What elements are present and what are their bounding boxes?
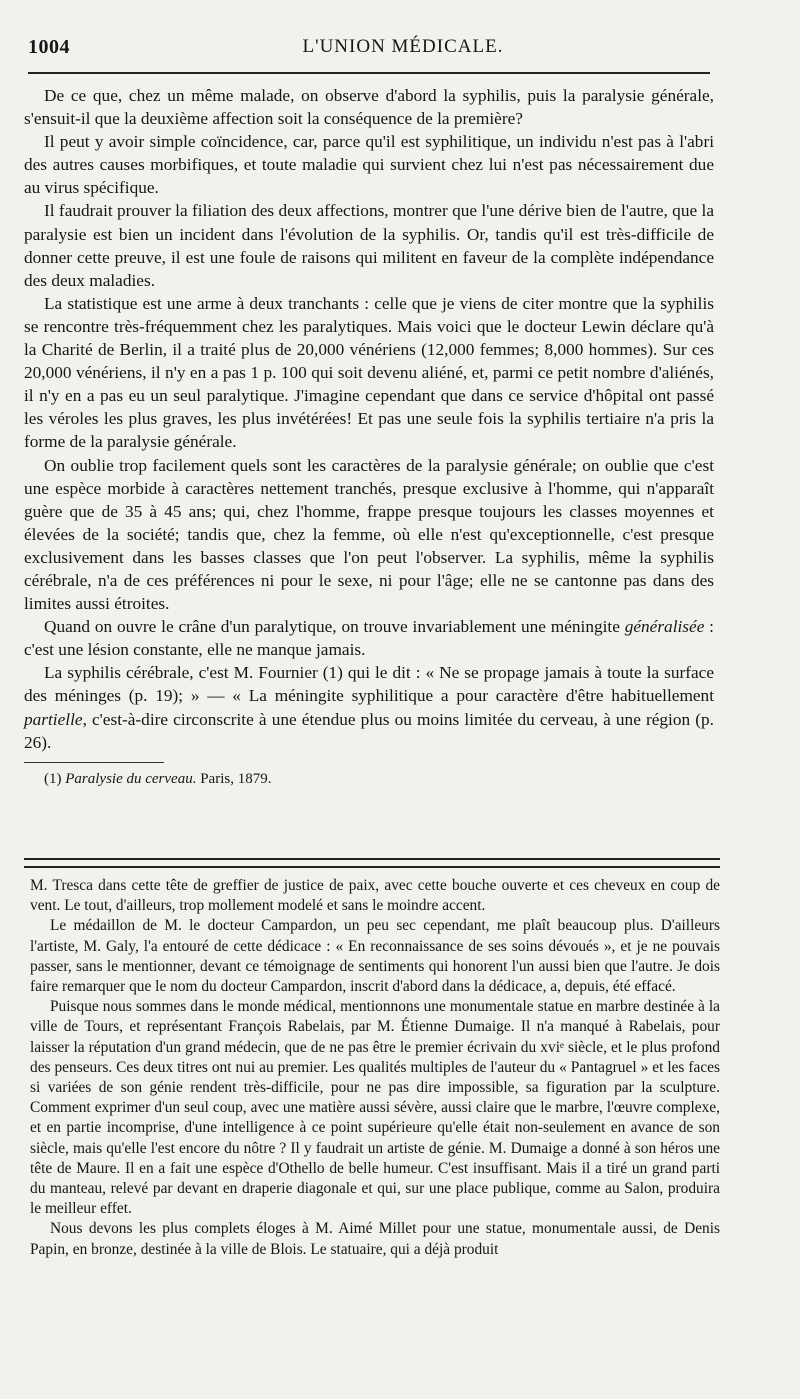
feuilleton-separator	[24, 858, 720, 868]
article-paragraph	[24, 661, 714, 753]
article-paragraph: De ce que, chez un même malade, on observe d'abord la syphilis, puis la paralysie générale, s'ensuit-il que la deuxième affection soit la conséquence de la première?	[24, 86, 714, 129]
feuilleton-body	[30, 876, 720, 1260]
article-paragraph: Il faudrait prouver la filiation des deux affections, montrer que l'une dérive bien de l'autre, que la paralysie est bien un incident dans l'évolution de la syphilis. Or, tandis qu'il est très-difficile de donner cette preuve, il est une foule de raisons qui militent en faveur de la complète indépendance des deux maladies.	[24, 201, 714, 290]
running-title: L'UNION MÉDICALE.	[302, 36, 504, 57]
page-header	[28, 34, 708, 62]
text-run: : c'est une lésion constante, elle ne manque jamais.	[24, 617, 714, 660]
footnote-title: Paralysie du cerveau.	[65, 770, 197, 787]
feuilleton-paragraph: M. Tresca dans cette tête de greffier de justice de paix, avec cette bouche ouverte et ces cheveux en coup de vent. Le tout, d'ailleurs, trop mollement modelé et sans le moindre accent.	[30, 877, 720, 915]
article-paragraph: Il peut y avoir simple coïncidence, car, parce qu'il est syphilitique, un individu n'est pas à l'abri des autres causes morbifiques, et toute maladie qui survient chez lui n'est pas nécessairement due au virus spécifique.	[24, 132, 714, 198]
footnote-text: Paris, 1879.	[200, 770, 272, 787]
text-run: La syphilis cérébrale, c'est M. Fournier (1) qui le dit : « Ne se propage jamais à toute la surface des méninges (p. 19); » — « La méningite syphilitique a pour caractère d'être habituellement	[24, 663, 714, 706]
italic-term: généralisée	[624, 617, 705, 637]
article-paragraph: La statistique est une arme à deux tranchants : celle que je viens de citer montre que la syphilis se rencontre très-fréquemment chez les paralytiques. Mais voici que le docteur Lewin déclare qu'à la Charité de Berlin, il a traité plus de 20,000 vénériens (12,000 femmes; 8,000 hommes). Sur ces 20,000 vénériens, il n'y en a pas 1 p. 100 qui soit devenu aliéné, et, parmi ce petit nombre d'aliénés, il n'y en a pas eu un seul paralytique. J'imagine cependant que dans ce service d'hôpital ont passé les véroles les plus graves, les plus invétérées! Et pas une seule fois la syphilis tertiaire n'a pris la forme de la paralysie générale.	[24, 293, 714, 452]
footnote-marker: (1)	[44, 770, 62, 787]
article-paragraph	[24, 615, 714, 661]
article-paragraph: On oublie trop facilement quels sont les caractères de la paralysie générale; on oublie que c'est une espèce morbide à caractères nettement tranchés, presque exclusive à l'homme, qui n'apparaît guère que de 35 à 45 ans; qui, chez l'homme, frappe presque toujours les classes moyennes et élevées de la société; tandis que, chez la femme, où elle n'est qu'exceptionnelle, c'est presque exclusivement dans les basses classes que l'on peut l'observer. La syphilis, même la syphilis cérébrale, n'a de ces préférences ni pour le sexe, ni pour l'âge; elle ne se cantonne pas dans des limites aussi étroites.	[24, 455, 714, 614]
feuilleton-paragraph: Nous devons les plus complets éloges à M. Aimé Millet pour une statue, monumentale aussi, de Denis Papin, en bronze, destinée à la ville de Blois. Le statuaire, qui a déjà produit	[30, 1220, 720, 1258]
footnote-rule	[24, 762, 164, 763]
header-rule	[28, 72, 710, 74]
footnote	[24, 769, 714, 789]
text-run: Quand on ouvre le crâne d'un paralytique, on trouve invariablement une méningite	[44, 617, 625, 637]
page-number: 1004	[28, 36, 70, 58]
feuilleton-paragraph: Puisque nous sommes dans le monde médical, mentionnons une monumentale statue en marbre destinée à la ville de Tours, et représentant François Rabelais, par M. Étienne Dumaige. Il n'a manqué à Rabelais, pour laisser la réputation d'un grand médecin, que de ne pas être le premier écrivain du xviᵉ siècle, et le plus profond des penseurs. Ces deux titres ont nui au premier. Les qualités multiples de l'auteur du « Pantagruel » et les faces si variées de son génie rendent très-difficile, pour ne pas dire impossible, sa figuration par la sculpture. Comment exprimer d'un seul coup, avec une matière aussi sévère, aussi claire que le marbre, l'œuvre complexe, et en partie incomprise, d'une intelligence à ce point supérieure qu'elle était non-seulement en avance de son siècle, mais qu'elle l'est encore du nôtre ? Il y faudrait un artiste de génie. M. Dumaige a donné à son héros une tête de Maure. Il en a fait une espèce d'Othello de belle humeur. C'est insuffisant. Mais il a tiré un grand parti du manteau, relevé par devant en draperie diagonale et qui, sur une place publique, comme au Salon, produira le meilleur effet.	[30, 998, 720, 1218]
text-run: , c'est-à-dire circonscrite à une étendue plus ou moins limitée du cerveau, à une région (p. 26).	[24, 709, 714, 752]
feuilleton-paragraph: Le médaillon de M. le docteur Campardon, un peu sec cependant, me plaît beaucoup plus. D'ailleurs l'artiste, M. Galy, l'a entouré de cette dédicace : « En reconnaissance de ses soins dévoués », et je ne pouvais passer, sans le mentionner, devant ce témoignage de sentiments qui honorent l'un aussi bien que l'autre. Je dois faire remarquer que le nom du docteur Campardon, inscrit d'abord dans la dédicace, a, depuis, été effacé.	[30, 917, 720, 996]
italic-term: partielle	[24, 709, 83, 729]
article-body	[24, 84, 714, 789]
